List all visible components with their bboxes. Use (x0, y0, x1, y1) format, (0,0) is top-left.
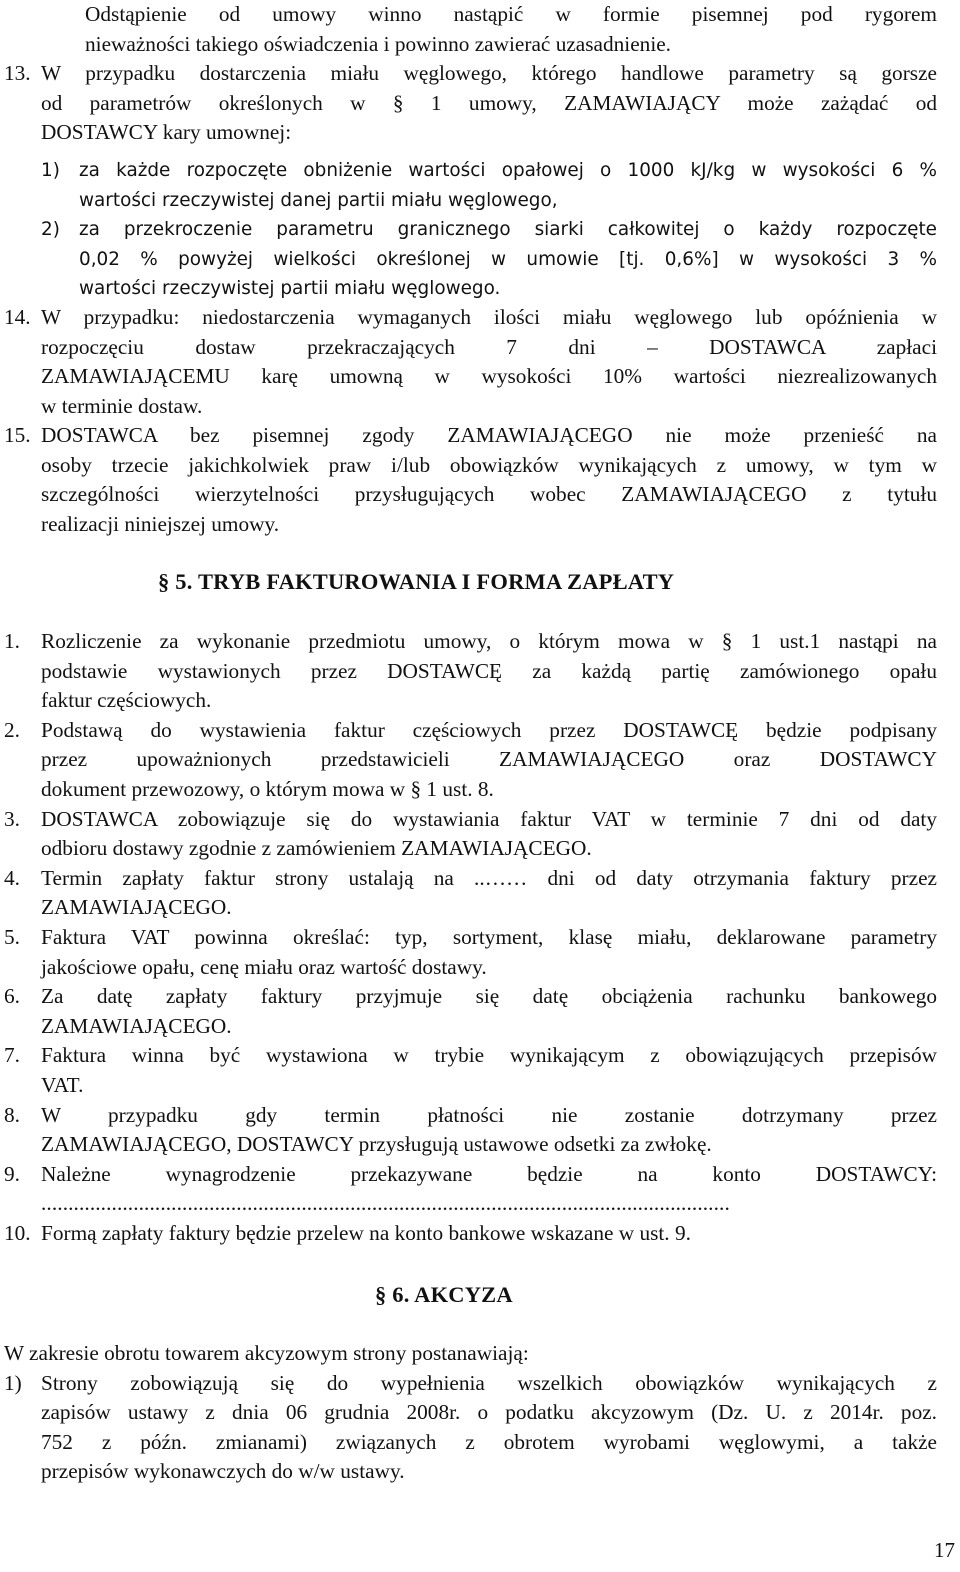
paragraph-14-line-4: w terminie dostaw. (41, 393, 203, 418)
list-item-number: 3. (4, 806, 20, 831)
list-item-line: ZAMAWIAJĄCEGO, DOSTAWCY przysługują ustawowe odsetki za zwłokę. (41, 1132, 712, 1157)
list-item-line: dokument przewozowy, o którym mowa w § 1 ust. 8. (41, 776, 494, 801)
list-item-line: wartości rzeczywistej partii miału węglowego. (79, 278, 501, 300)
list-item-number: 2) (41, 219, 60, 241)
page-number: 17 (934, 1538, 955, 1563)
paragraph-13-number: 13. (4, 61, 31, 85)
list-item-number: 8. (4, 1102, 20, 1127)
intro-line-2: nieważności takiego oświadczenia i powinno zawierać uzasadnienie. (85, 31, 672, 56)
paragraph-13 (4, 59, 937, 148)
list-item-line: DOSTAWCA zobowiązuje się do wystawiania faktur VAT w terminie 7 dni od daty (41, 806, 937, 831)
intro-line-1: Odstąpienie od umowy winno nastąpić w formie pisemnej pod rygorem (85, 2, 937, 26)
list-item-number: 2. (4, 717, 20, 742)
paragraph-13-line-2: od parametrów określonych w § 1 umowy, ZAMAWIAJĄCY może zażądać od (41, 90, 937, 115)
section-5-list (4, 627, 937, 1248)
list-item-number: 1) (41, 160, 60, 181)
list-item-line: przepisów wykonawczych do w/w ustawy. (41, 1459, 405, 1484)
section-6-content (4, 1339, 937, 1487)
list-item-number: 1. (4, 629, 20, 653)
paragraph-14-line-3: ZAMAWIAJĄCEMU karę umowną w wysokości 10% wartości niezrealizowanych (41, 364, 937, 389)
list-item (4, 805, 937, 864)
list-item (4, 1041, 937, 1100)
list-item-line: podstawie wystawionych przez DOSTAWCĘ za każdą partię zamówionego opału (41, 658, 937, 683)
list-item-number: 9. (4, 1161, 20, 1186)
list-item-line: za każde rozpoczęte obniżenie wartości opałowej o 1000 kJ/kg w wysokości 6 % (79, 160, 937, 181)
list-item-line: Termin zapłaty faktur strony ustalają na ..…… dni od daty otrzymania faktury przez (41, 865, 937, 890)
list-item-number: 5. (4, 924, 20, 949)
paragraph-14-number: 14. (4, 305, 31, 329)
list-item-line: ZAMAWIAJĄCEGO. (41, 1013, 232, 1038)
list-item (4, 982, 937, 1041)
list-item-line: ZAMAWIAJĄCEGO. (41, 895, 232, 920)
list-item-line: przez upoważnionych przedstawicieli ZAMAWIAJĄCEGO oraz DOSTAWCY (41, 747, 937, 772)
paragraph-14-line-1: W przypadku: niedostarczenia wymaganych ilości miału węglowego lub opóźnienia w (41, 305, 937, 329)
list-item (4, 1369, 937, 1487)
list-item (4, 716, 937, 805)
section-6-heading: § 6. AKCYZA (375, 1282, 513, 1307)
list-item-line: 0,02 % powyżej wielkości określonej w umowie [tj. 0,6%] w wysokości 3 % (79, 248, 937, 270)
list-item (4, 923, 937, 982)
list-item-line: jakościowe opału, cenę miału oraz wartość dostawy. (41, 954, 487, 979)
list-item-line: Faktura VAT powinna określać: typ, sortyment, klasę miału, deklarowane parametry (41, 924, 937, 949)
paragraph-15-line-1: DOSTAWCA bez pisemnej zgody ZAMAWIAJĄCEGO nie może przenieść na (41, 423, 937, 447)
account-number-placeholder: ............................................................................................................................... (41, 1191, 730, 1216)
list-item-line: za przekroczenie parametru granicznego siarki całkowitej o każdy rozpoczęte (79, 219, 937, 241)
list-item-line: Podstawą do wystawienia faktur częściowych przez DOSTAWCĘ będzie podpisany (41, 717, 937, 742)
paragraph-13-line-1: W przypadku dostarczenia miału węglowego, którego handlowe parametry są gorsze (41, 61, 937, 85)
list-item-line: zapisów ustawy z dnia 06 grudnia 2008r. o podatku akcyzowym (Dz. U. z 2014r. poz. (41, 1400, 937, 1425)
paragraph-15-line-4: realizacji niniejszej umowy. (41, 511, 280, 536)
list-item-line: odbioru dostawy zgodnie z zamówieniem ZAMAWIAJĄCEGO. (41, 836, 592, 861)
paragraph-15-line-3: szczególności wierzytelności przysługujących wobec ZAMAWIAJĄCEGO z tytułu (41, 482, 937, 507)
paragraph-13-list (41, 156, 937, 304)
paragraph-14 (4, 303, 937, 421)
list-item (4, 864, 937, 923)
list-item-number: 10. (4, 1220, 31, 1245)
list-item-line: Należne wynagrodzenie przekazywane będzie na konto DOSTAWCY: (41, 1161, 937, 1186)
list-item (4, 1219, 937, 1249)
list-item (41, 215, 937, 304)
list-item-line: Faktura winna być wystawiona w trybie wynikającym z obowiązujących przepisów (41, 1043, 937, 1068)
list-item-line: Rozliczenie za wykonanie przedmiotu umowy, o którym mowa w § 1 ust.1 nastąpi na (41, 629, 937, 653)
list-item-number: 4. (4, 865, 20, 890)
paragraph-14-line-2: rozpoczęciu dostaw przekraczających 7 dni – DOSTAWCA zapłaci (41, 334, 937, 359)
paragraph-15-line-2: osoby trzecie jakichkolwiek praw i/lub obowiązków wynikających z umowy, w tym w (41, 452, 937, 477)
list-item-line: 752 z późn. zmianami) związanych z obrotem wyrobami węglowymi, a także (41, 1429, 937, 1454)
list-item-line: VAT. (41, 1072, 84, 1097)
intro-paragraph (85, 0, 937, 59)
paragraph-15-number: 15. (4, 423, 31, 447)
list-item-number: 6. (4, 984, 20, 1009)
section-5-heading: § 5. TRYB FAKTUROWANIA I FORMA ZAPŁATY (158, 569, 675, 594)
list-item-line: Za datę zapłaty faktury przyjmuje się datę obciążenia rachunku bankowego (41, 984, 937, 1009)
paragraph-13-line-3: DOSTAWCY kary umownej: (41, 120, 292, 145)
list-item-line: Strony zobowiązują się do wypełnienia wszelkich obowiązków wynikających z (41, 1370, 937, 1395)
list-item (4, 1160, 937, 1219)
section-6-intro: W zakresie obrotu towarem akcyzowym strony postanawiają: (4, 1341, 529, 1365)
list-item (4, 1101, 937, 1160)
list-item-number: 1) (4, 1370, 22, 1395)
list-item-line: wartości rzeczywistej danej partii miału węglowego, (79, 189, 558, 211)
list-item-number: 7. (4, 1043, 20, 1068)
list-item-line: Formą zapłaty faktury będzie przelew na konto bankowe wskazane w ust. 9. (41, 1220, 691, 1245)
paragraph-15 (4, 421, 937, 539)
list-item (41, 156, 937, 215)
list-item-line: faktur częściowych. (41, 688, 212, 713)
list-item (4, 627, 937, 716)
list-item-line: W przypadku gdy termin płatności nie zostanie dotrzymany przez (41, 1102, 937, 1127)
